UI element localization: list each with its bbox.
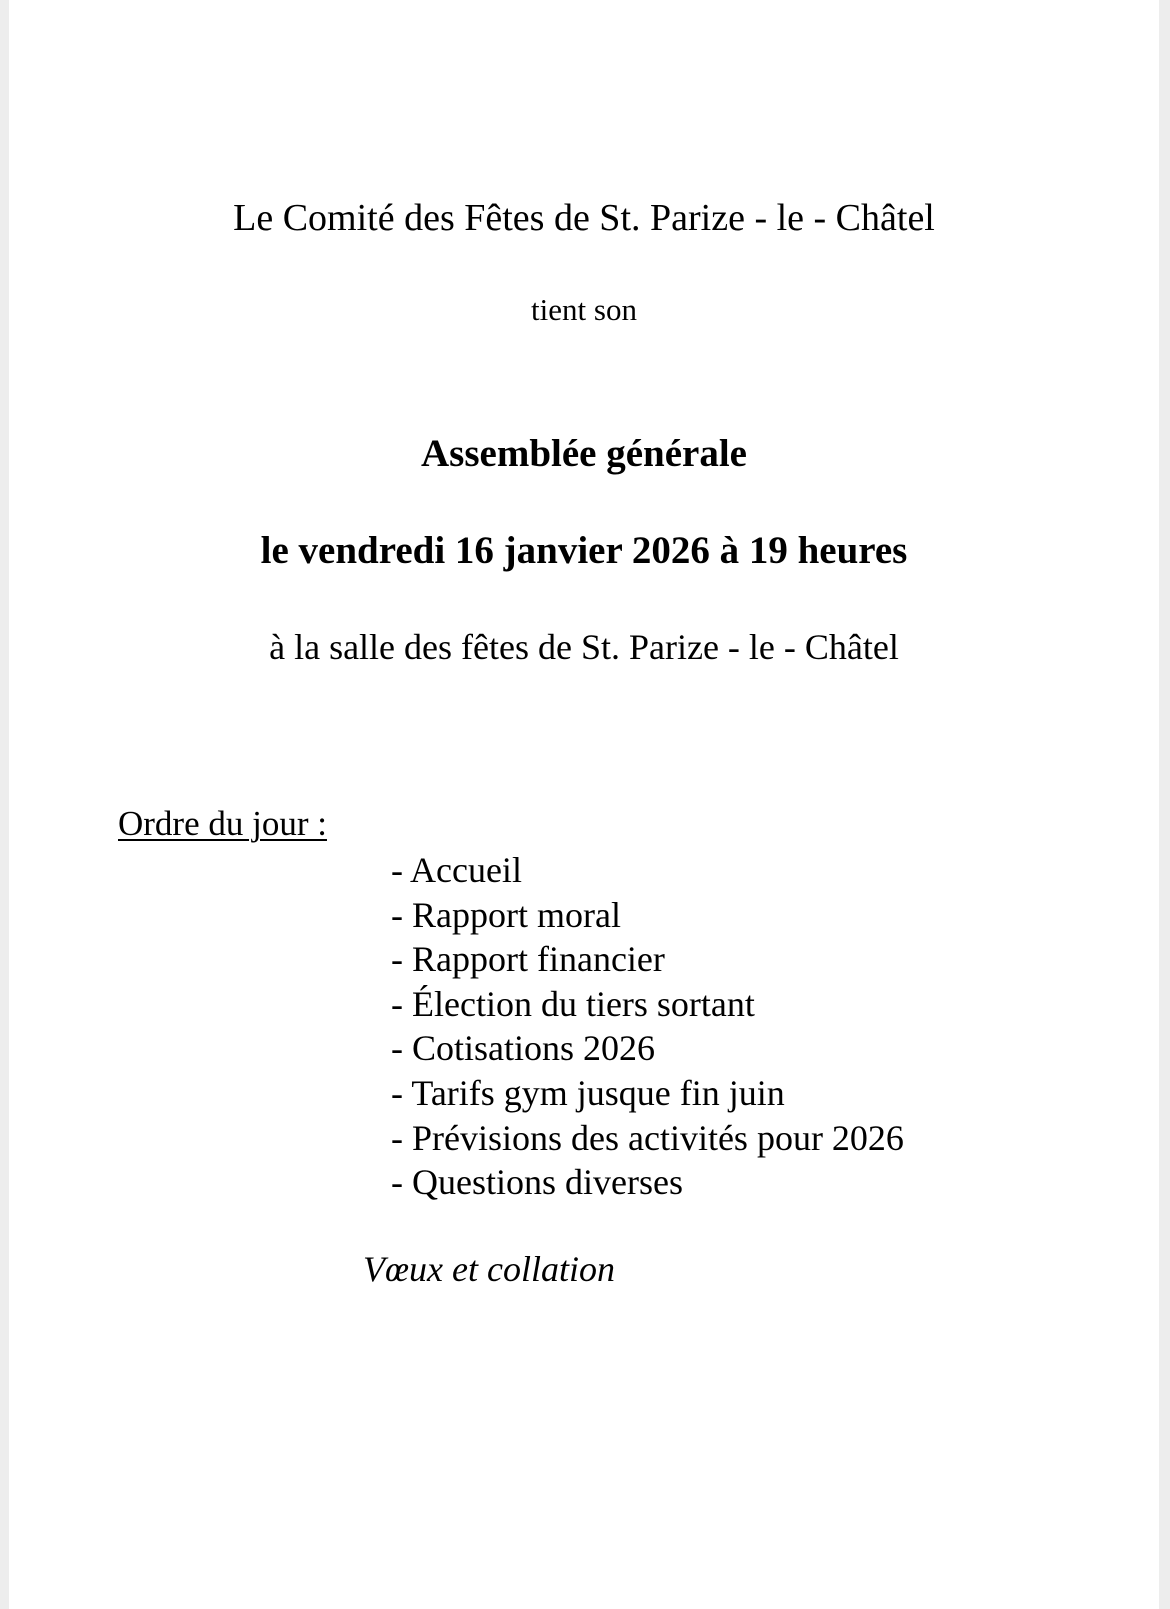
agenda-item: - Accueil xyxy=(391,850,522,890)
agenda-item: - Prévisions des activités pour 2026 xyxy=(391,1117,904,1158)
agenda-item: - Questions diverses xyxy=(391,1162,683,1203)
agenda-item: - Élection du tiers sortant xyxy=(391,983,755,1024)
closing-note: Vœux et collation xyxy=(363,1249,615,1289)
agenda-item: - Tarifs gym jusque fin juin xyxy=(391,1072,785,1113)
meeting-date-time: le vendredi 16 janvier 2026 à 19 heures xyxy=(260,529,908,572)
meeting-location: à la salle des fêtes de St. Parize - le - Châtel xyxy=(269,627,899,667)
intro-text: tient son xyxy=(531,292,637,327)
agenda-list xyxy=(391,848,904,1205)
agenda-heading: Ordre du jour : xyxy=(118,804,327,843)
organizer-name: Le Comité des Fêtes de St. Parize - le - Châtel xyxy=(233,197,935,239)
meeting-title: Assemblée générale xyxy=(421,432,747,475)
agenda-item: - Rapport financier xyxy=(391,939,665,980)
agenda-item: - Rapport moral xyxy=(391,894,621,935)
agenda-item: - Cotisations 2026 xyxy=(391,1028,656,1069)
document-page xyxy=(9,0,1159,1609)
